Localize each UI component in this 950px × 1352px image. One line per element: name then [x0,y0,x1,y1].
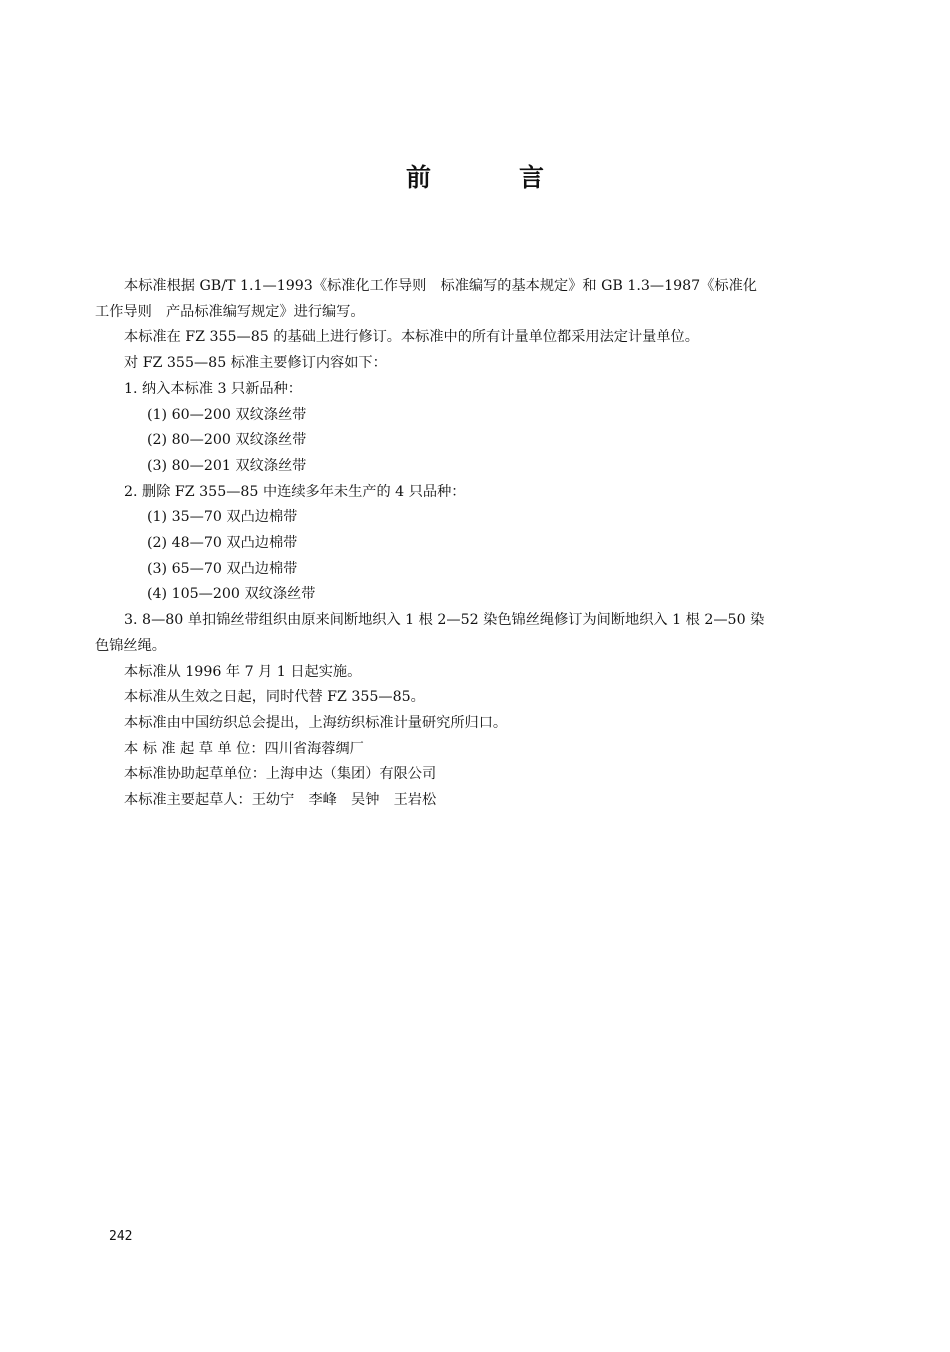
list-subitem: (3) 65—70 双凸边棉带 [147,560,298,577]
page-title [0,158,950,194]
paragraph-revision: 本标准在 FZ 355—85 的基础上进行修订。本标准中的所有计量单位都采用法定计量单位。 [124,329,699,346]
paragraph-basis-line2: 工作导则 产品标准编写规定》进行编写。 [95,303,365,320]
list-subitem: (3) 80—201 双纹涤丝带 [147,457,307,474]
list-subitem: (2) 80—200 双纹涤丝带 [147,432,307,449]
list-item-3-line2: 色锦丝绳。 [95,637,166,654]
paragraph-effective-date: 本标准从 1996 年 7 月 1 日起实施。 [124,663,362,680]
paragraph-proposed-by: 本标准由中国纺织总会提出，上海纺织标准计量研究所归口。 [124,714,508,731]
paragraph-assisting-unit: 本标准协助起草单位：上海申达（集团）有限公司 [124,766,437,783]
title-char-2: 言 [519,163,545,192]
paragraph-drafters: 本标准主要起草人：王幼宁 李峰 吴钟 王岩松 [124,792,437,809]
list-item-heading: 2. 删除 FZ 355—85 中连续多年未生产的 4 只品种： [124,483,466,500]
list-subitem: (2) 48—70 双凸边棉带 [147,535,298,552]
preface-body [95,274,860,814]
list-item-3-line1: 3. 8—80 单扣锦丝带组织由原来间断地织入 1 根 2—52 染色锦丝绳修订为间断地织入 1 根 2—50 染 [124,612,765,629]
paragraph-drafting-unit: 本 标 准 起 草 单 位：四川省海蓉绸厂 [124,740,364,757]
list-item-heading: 1. 纳入本标准 3 只新品种： [124,380,302,397]
paragraph-replaces: 本标准从生效之日起，同时代替 FZ 355—85。 [124,689,425,706]
paragraph-changes-intro: 对 FZ 355—85 标准主要修订内容如下： [124,355,387,372]
page-number: 242 [109,1229,133,1244]
list-subitem: (4) 105—200 双纹涤丝带 [147,586,316,603]
list-subitem: (1) 60—200 双纹涤丝带 [147,406,307,423]
list-subitem: (1) 35—70 双凸边棉带 [147,509,298,526]
paragraph-basis-line1: 本标准根据 GB/T 1.1—1993《标准化工作导则 标准编写的基本规定》和 GB 1.3—1987《标准化 [124,278,757,294]
title-char-1: 前 [405,163,431,192]
